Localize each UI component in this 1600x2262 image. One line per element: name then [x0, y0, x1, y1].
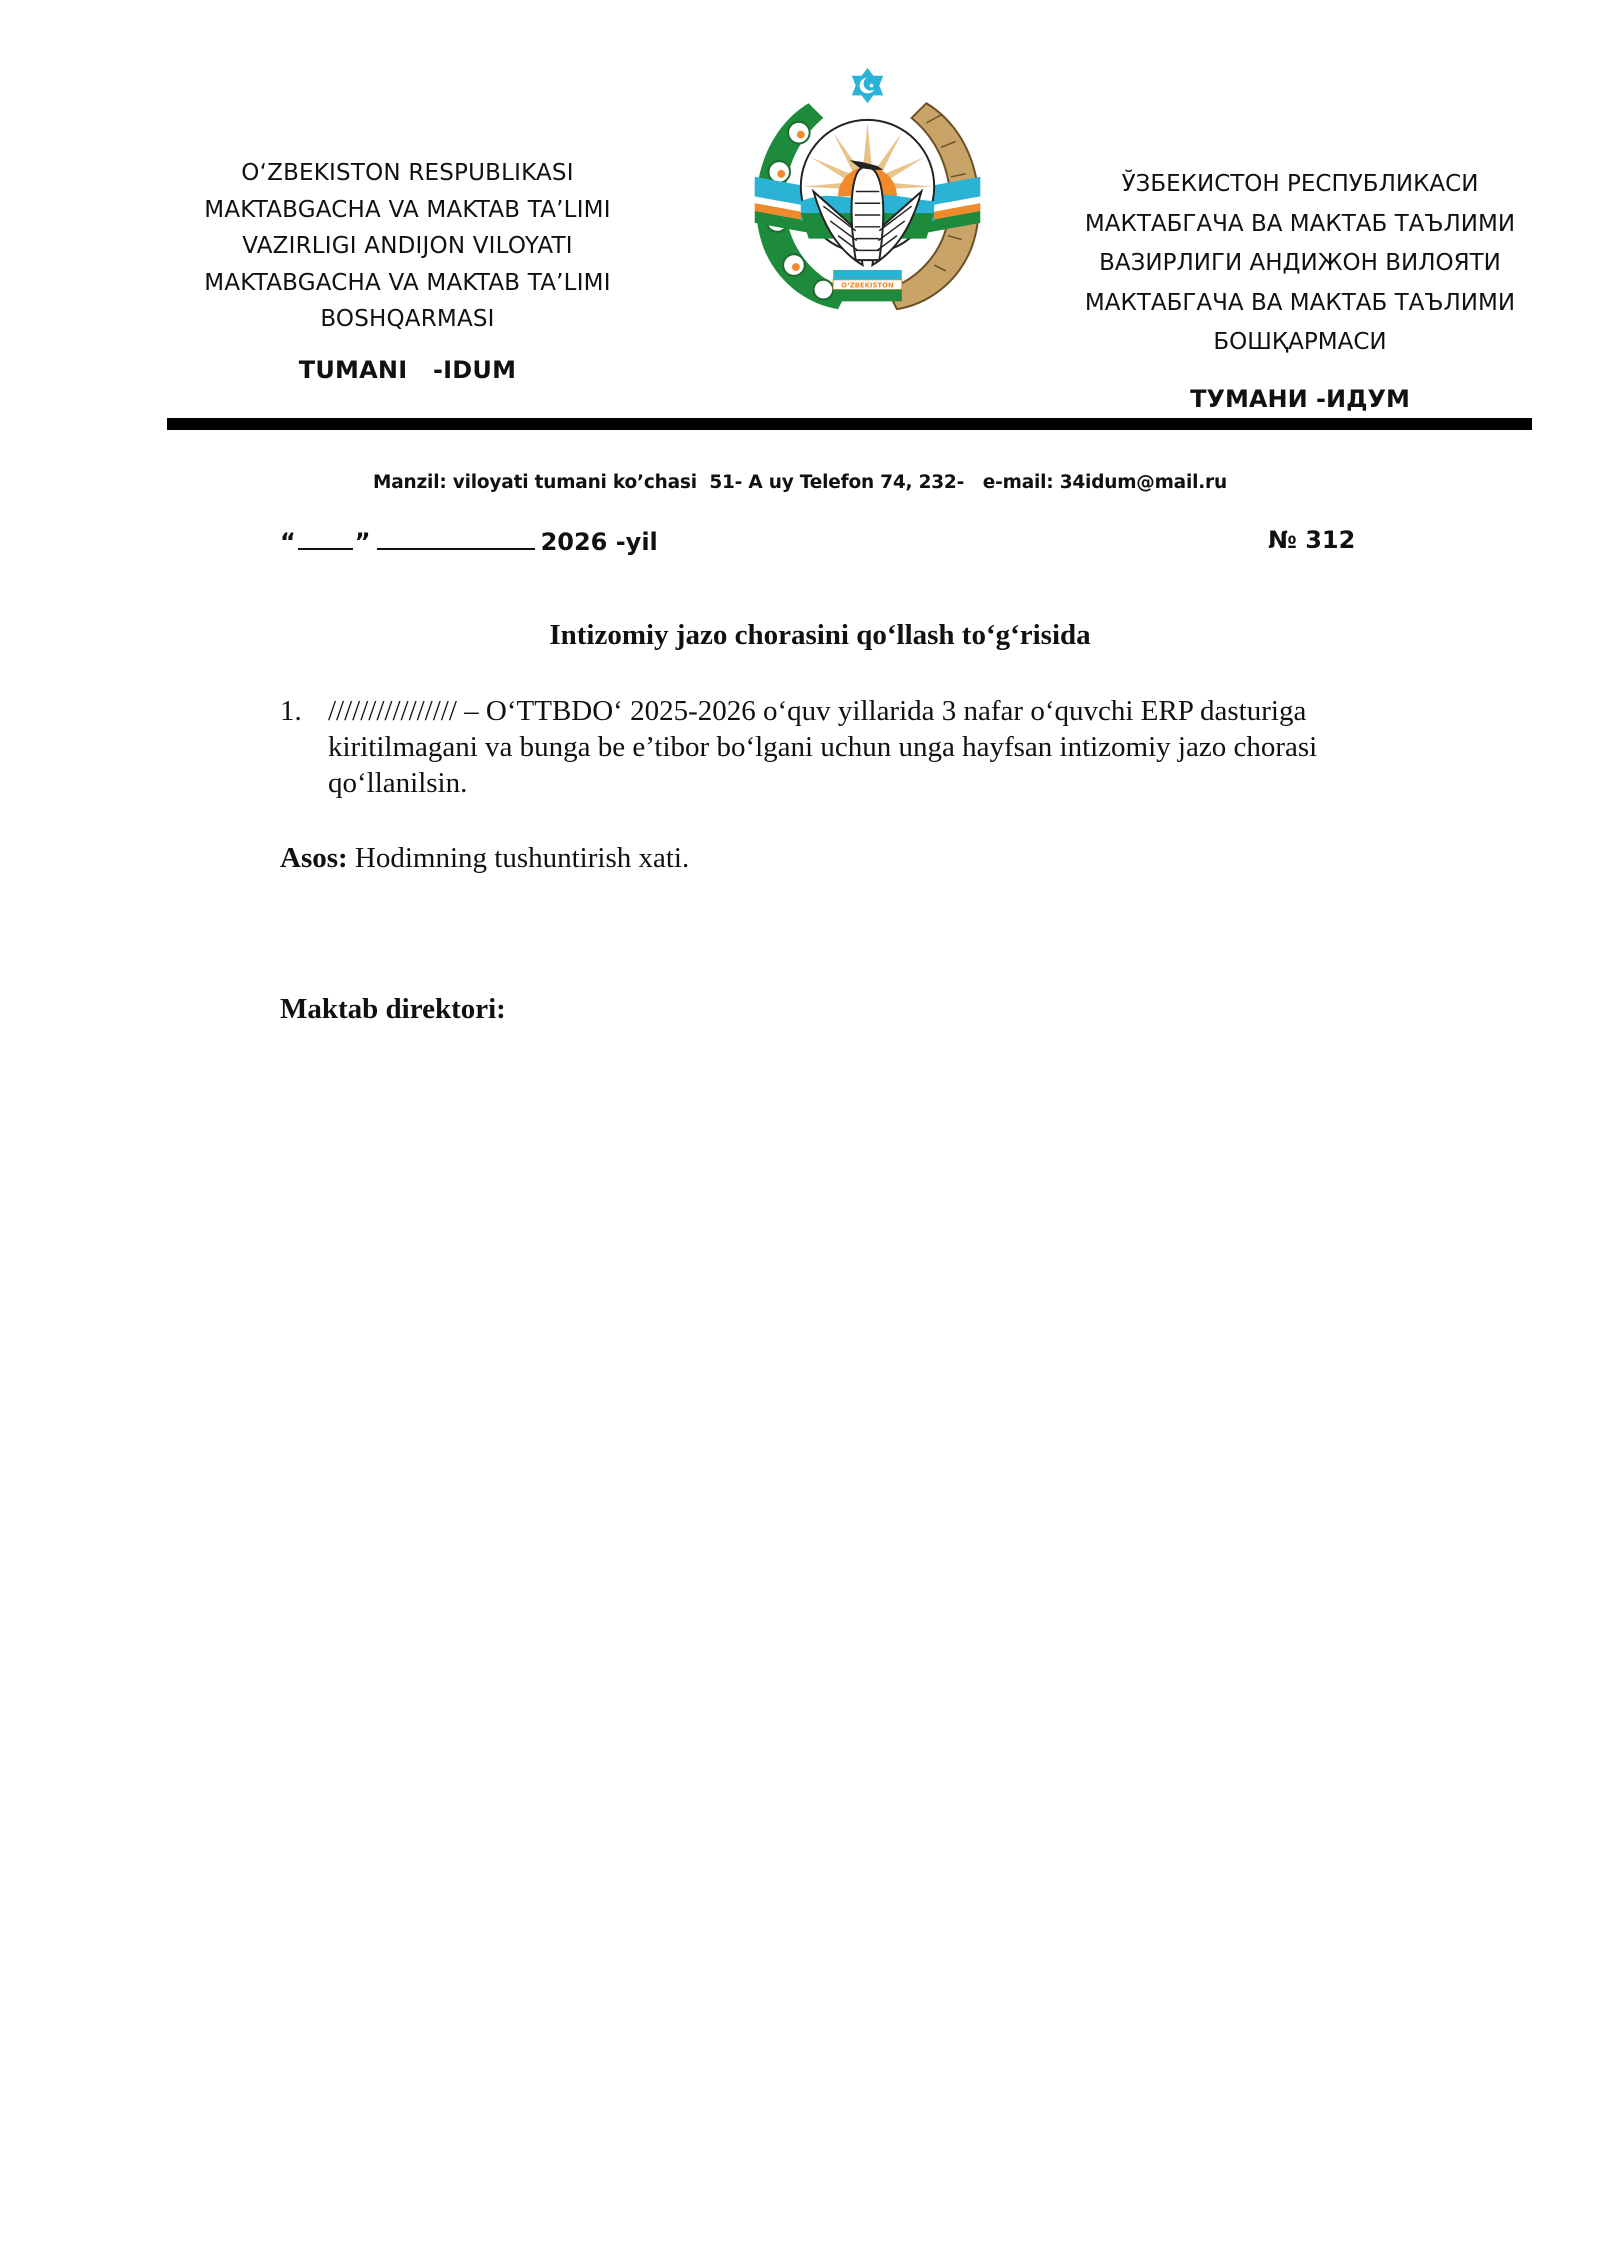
header-left-latin [170, 155, 645, 388]
basis-line [280, 842, 689, 875]
uzbekistan-coat-of-arms-icon [740, 64, 995, 319]
header-left-line-2: MAKTABGACHA VA MAKTAB TA’LIMI [204, 196, 611, 223]
date-close-quote: ” [354, 528, 371, 556]
header-right-line-3: ВАЗИРЛИГИ АНДИЖОН ВИЛОЯТИ [1099, 250, 1501, 276]
header-left-district: TUMANI -IDUM [298, 355, 517, 384]
header-right-line-5: БОШҚАРМАСИ [1213, 329, 1387, 355]
date-line [280, 526, 658, 556]
header-divider [167, 418, 1532, 430]
day-blank [298, 526, 353, 550]
document-title: Intizomiy jazo chorasini qo‘llash to‘g‘risida [549, 619, 1091, 651]
address-line: Manzil: viloyati tumani ko’chasi 51- A uy Telefon 74, 232- e-mail: 34idum@mail.ru [373, 472, 1227, 493]
signature-label: Maktab direktori: [280, 993, 506, 1025]
document-number: № 312 [1268, 526, 1356, 554]
order-item [280, 693, 1460, 801]
header-right-line-2: МАКТАБГАЧА ВА МАКТАБ ТАЪЛИМИ [1084, 210, 1516, 237]
svg-text:O‘ZBEKISTON: O‘ZBEKISTON [841, 281, 894, 290]
header-right-district: ТУМАНИ -ИДУМ [1190, 384, 1410, 413]
header-right-line-4: МАКТАБГАЧА ВА МАКТАБ ТАЪЛИМИ [1084, 289, 1516, 316]
header-left-line-1: O‘ZBEKISTON RESPUBLIKASI [241, 160, 574, 186]
header-right-cyrillic [1055, 165, 1545, 419]
header-left-line-3: VAZIRLIGI ANDIJON VILOYATI [242, 233, 573, 259]
month-blank [377, 526, 535, 550]
header-left-line-5: BOSHQARMASI [320, 306, 495, 332]
basis-text: Hodimning tushuntirish xati. [347, 842, 690, 874]
header-right-line-1: ЎЗБЕКИСТОН РЕСПУБЛИКАСИ [1121, 171, 1479, 197]
date-open-quote: “ [280, 528, 296, 556]
basis-label: Asos: [280, 842, 348, 874]
header-left-line-4: MAKTABGACHA VA MAKTAB TA’LIMI [204, 269, 611, 296]
order-item-number: 1. [280, 695, 302, 727]
date-year: 2026 -yil [540, 528, 658, 556]
order-item-text: //////////////// – O‘TTBDO‘ 2025-2026 o‘quv yillarida 3 nafar o‘quvchi ERP dasturiga kiritilmagani va bunga be e’tibor bo‘lgani uchun unga hayfsan intizomiy jazo chorasi qo‘llanilsin. [328, 695, 1318, 799]
